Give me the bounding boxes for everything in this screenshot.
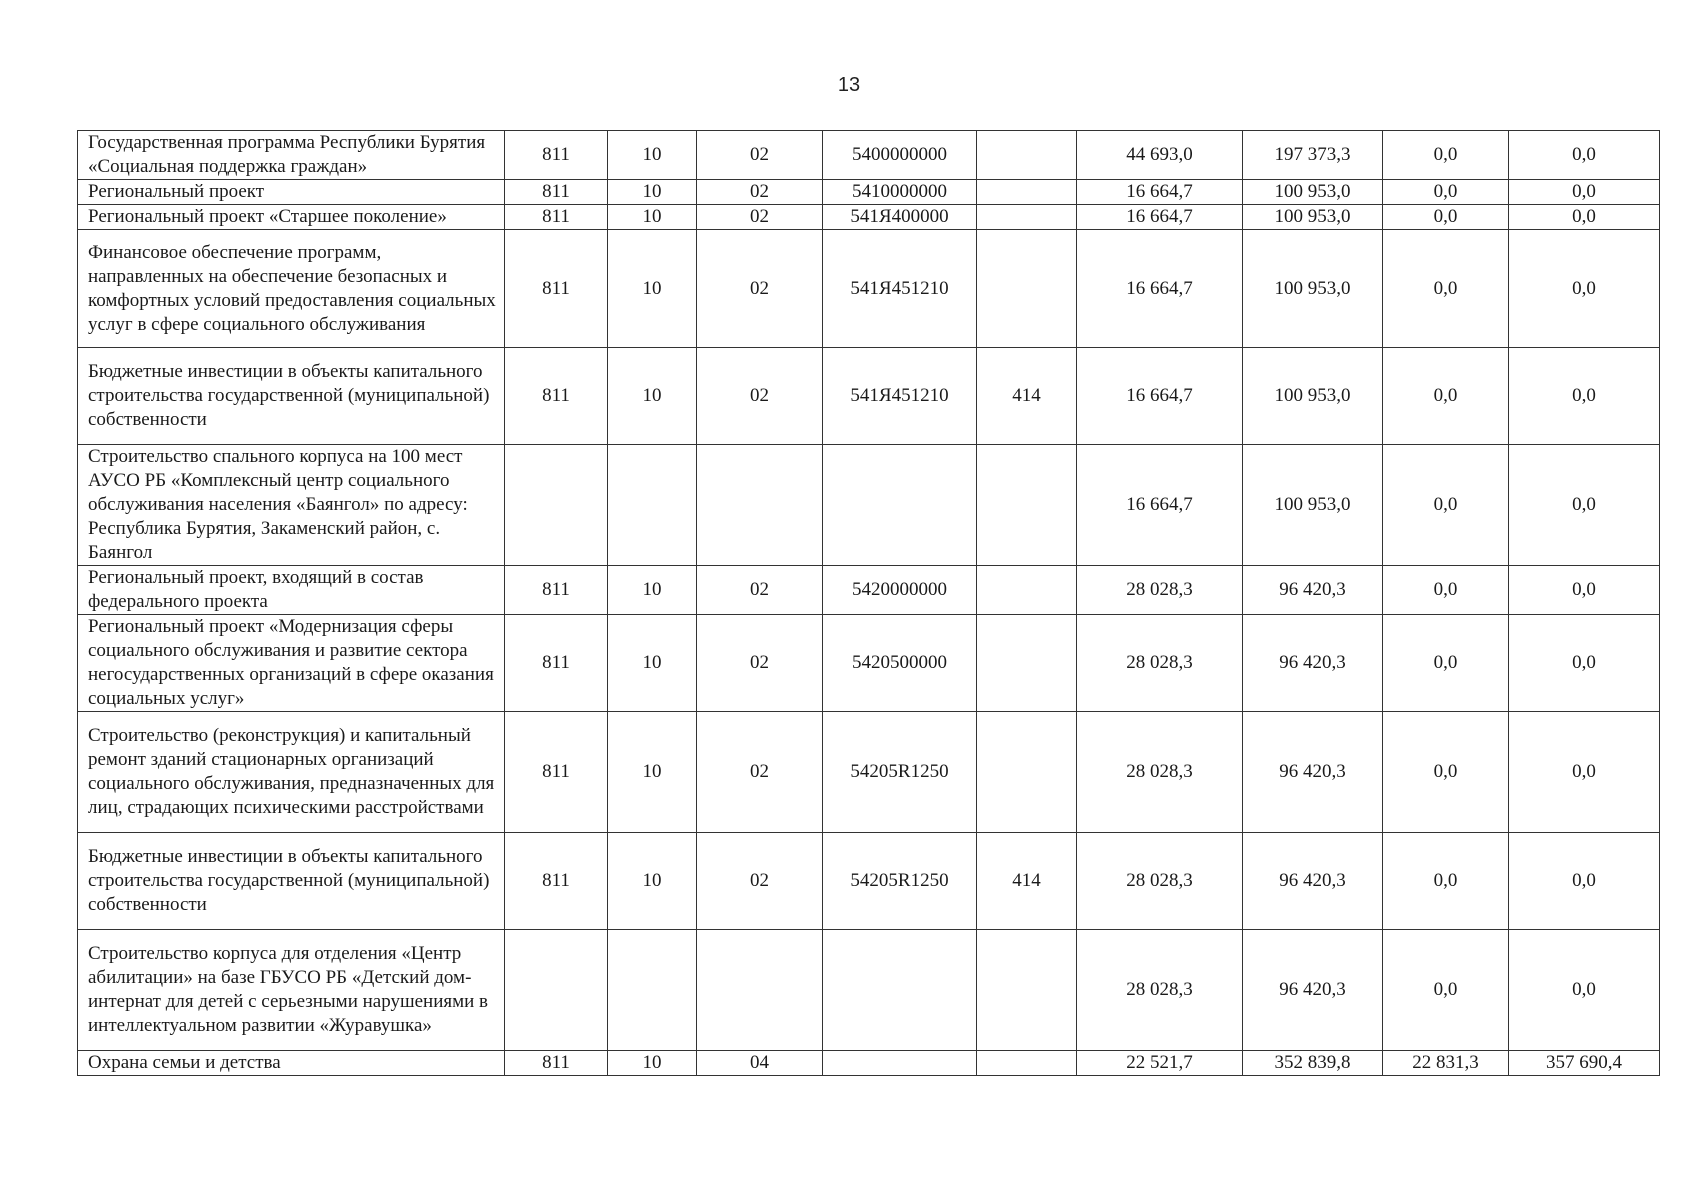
cell-amount-1: 16 664,7 (1077, 205, 1243, 230)
table-row (78, 205, 1660, 230)
cell-grbs-code: 811 (505, 230, 608, 348)
cell-name: Строительство корпуса для отделения «Центр абилитации» на базе ГБУСО РБ «Детский дом-интернат для детей с серьезными нарушениями в интеллектуальном развитии «Журавушка» (78, 930, 505, 1051)
cell-name: Региональный проект «Модернизация сферы социального обслуживания и развитие сектора негосударственных организаций в сфере оказания социальных услуг» (78, 615, 505, 712)
cell-subsection-code: 02 (697, 180, 823, 205)
cell-amount-2: 100 953,0 (1243, 180, 1383, 205)
cell-grbs-code: 811 (505, 833, 608, 930)
cell-name: Региональный проект (78, 180, 505, 205)
cell-name: Охрана семьи и детства (78, 1051, 505, 1076)
page-number: 13 (837, 74, 861, 96)
cell-amount-4: 0,0 (1509, 615, 1660, 712)
cell-section-code: 10 (608, 230, 697, 348)
cell-amount-2: 96 420,3 (1243, 566, 1383, 615)
cell-subsection-code: 02 (697, 230, 823, 348)
cell-target-article-code: 5420500000 (823, 615, 977, 712)
cell-amount-3: 0,0 (1383, 180, 1509, 205)
cell-amount-3: 22 831,3 (1383, 1051, 1509, 1076)
cell-amount-4: 0,0 (1509, 230, 1660, 348)
cell-amount-3: 0,0 (1383, 348, 1509, 445)
cell-amount-2: 100 953,0 (1243, 205, 1383, 230)
cell-amount-3: 0,0 (1383, 833, 1509, 930)
table-row (78, 180, 1660, 205)
cell-name: Бюджетные инвестиции в объекты капитального строительства государственной (муниципальной) собственности (78, 833, 505, 930)
cell-section-code (608, 930, 697, 1051)
cell-expense-type-code (977, 712, 1077, 833)
cell-section-code: 10 (608, 615, 697, 712)
cell-target-article-code: 5410000000 (823, 180, 977, 205)
cell-amount-1: 28 028,3 (1077, 615, 1243, 712)
cell-grbs-code: 811 (505, 1051, 608, 1076)
cell-target-article-code (823, 445, 977, 566)
cell-subsection-code: 04 (697, 1051, 823, 1076)
cell-section-code: 10 (608, 566, 697, 615)
cell-amount-4: 0,0 (1509, 348, 1660, 445)
cell-name: Государственная программа Республики Бурятия «Социальная поддержка граждан» (78, 131, 505, 180)
cell-grbs-code: 811 (505, 615, 608, 712)
cell-amount-3: 0,0 (1383, 566, 1509, 615)
cell-expense-type-code: 414 (977, 833, 1077, 930)
cell-expense-type-code (977, 930, 1077, 1051)
cell-subsection-code: 02 (697, 205, 823, 230)
cell-subsection-code: 02 (697, 615, 823, 712)
cell-expense-type-code (977, 566, 1077, 615)
cell-expense-type-code (977, 615, 1077, 712)
cell-amount-3: 0,0 (1383, 930, 1509, 1051)
cell-amount-3: 0,0 (1383, 205, 1509, 230)
cell-amount-3: 0,0 (1383, 131, 1509, 180)
cell-subsection-code (697, 445, 823, 566)
cell-grbs-code: 811 (505, 712, 608, 833)
cell-expense-type-code (977, 230, 1077, 348)
cell-amount-1: 16 664,7 (1077, 348, 1243, 445)
cell-section-code: 10 (608, 833, 697, 930)
cell-expense-type-code (977, 131, 1077, 180)
table-row (78, 230, 1660, 348)
cell-amount-3: 0,0 (1383, 712, 1509, 833)
cell-amount-4: 0,0 (1509, 445, 1660, 566)
cell-section-code: 10 (608, 180, 697, 205)
cell-expense-type-code: 414 (977, 348, 1077, 445)
cell-subsection-code: 02 (697, 348, 823, 445)
cell-target-article-code: 541Я451210 (823, 230, 977, 348)
cell-expense-type-code (977, 180, 1077, 205)
cell-amount-1: 16 664,7 (1077, 180, 1243, 205)
table-row (78, 615, 1660, 712)
cell-target-article-code: 5420000000 (823, 566, 977, 615)
cell-amount-2: 100 953,0 (1243, 230, 1383, 348)
cell-grbs-code: 811 (505, 131, 608, 180)
cell-subsection-code: 02 (697, 712, 823, 833)
cell-amount-1: 16 664,7 (1077, 445, 1243, 566)
budget-table-body (78, 131, 1660, 1076)
cell-amount-4: 0,0 (1509, 712, 1660, 833)
cell-target-article-code (823, 1051, 977, 1076)
cell-amount-4: 0,0 (1509, 131, 1660, 180)
cell-amount-3: 0,0 (1383, 445, 1509, 566)
cell-amount-2: 197 373,3 (1243, 131, 1383, 180)
cell-name: Строительство спального корпуса на 100 мест АУСО РБ «Комплексный центр социального обслуживания населения «Баянгол» по адресу: Республика Бурятия, Закаменский район, с. Баянгол (78, 445, 505, 566)
cell-section-code: 10 (608, 348, 697, 445)
cell-amount-1: 28 028,3 (1077, 712, 1243, 833)
cell-expense-type-code (977, 445, 1077, 566)
cell-grbs-code: 811 (505, 566, 608, 615)
cell-amount-3: 0,0 (1383, 230, 1509, 348)
cell-grbs-code (505, 930, 608, 1051)
cell-amount-4: 0,0 (1509, 833, 1660, 930)
cell-name: Региональный проект, входящий в состав федерального проекта (78, 566, 505, 615)
cell-target-article-code: 54205R1250 (823, 833, 977, 930)
cell-amount-2: 352 839,8 (1243, 1051, 1383, 1076)
cell-target-article-code: 541Я451210 (823, 348, 977, 445)
cell-target-article-code (823, 930, 977, 1051)
table-row (78, 348, 1660, 445)
table-row (78, 566, 1660, 615)
table-row (78, 445, 1660, 566)
cell-target-article-code: 541Я400000 (823, 205, 977, 230)
table-row (78, 833, 1660, 930)
cell-amount-1: 44 693,0 (1077, 131, 1243, 180)
cell-amount-2: 96 420,3 (1243, 615, 1383, 712)
cell-amount-2: 100 953,0 (1243, 445, 1383, 566)
cell-subsection-code: 02 (697, 566, 823, 615)
cell-amount-4: 0,0 (1509, 205, 1660, 230)
cell-grbs-code: 811 (505, 348, 608, 445)
cell-amount-3: 0,0 (1383, 615, 1509, 712)
cell-section-code: 10 (608, 712, 697, 833)
cell-amount-1: 22 521,7 (1077, 1051, 1243, 1076)
table-row (78, 712, 1660, 833)
cell-amount-1: 28 028,3 (1077, 833, 1243, 930)
cell-subsection-code (697, 930, 823, 1051)
cell-amount-1: 16 664,7 (1077, 230, 1243, 348)
cell-target-article-code: 54205R1250 (823, 712, 977, 833)
cell-name: Строительство (реконструкция) и капитальный ремонт зданий стационарных организаций социального обслуживания, предназначенных для лиц, страдающих психическими расстройствами (78, 712, 505, 833)
cell-amount-2: 96 420,3 (1243, 930, 1383, 1051)
cell-amount-4: 357 690,4 (1509, 1051, 1660, 1076)
budget-table (77, 130, 1660, 1076)
cell-amount-2: 100 953,0 (1243, 348, 1383, 445)
cell-amount-4: 0,0 (1509, 930, 1660, 1051)
cell-amount-2: 96 420,3 (1243, 712, 1383, 833)
cell-name: Региональный проект «Старшее поколение» (78, 205, 505, 230)
cell-amount-4: 0,0 (1509, 566, 1660, 615)
cell-amount-2: 96 420,3 (1243, 833, 1383, 930)
cell-target-article-code: 5400000000 (823, 131, 977, 180)
cell-grbs-code (505, 445, 608, 566)
cell-amount-1: 28 028,3 (1077, 930, 1243, 1051)
cell-section-code: 10 (608, 131, 697, 180)
cell-amount-4: 0,0 (1509, 180, 1660, 205)
cell-section-code: 10 (608, 1051, 697, 1076)
cell-subsection-code: 02 (697, 833, 823, 930)
cell-name: Финансовое обеспечение программ, направленных на обеспечение безопасных и комфортных условий предоставления социальных услуг в сфере социального обслуживания (78, 230, 505, 348)
table-row (78, 131, 1660, 180)
cell-name: Бюджетные инвестиции в объекты капитального строительства государственной (муниципальной) собственности (78, 348, 505, 445)
cell-expense-type-code (977, 1051, 1077, 1076)
table-row (78, 930, 1660, 1051)
cell-grbs-code: 811 (505, 180, 608, 205)
cell-subsection-code: 02 (697, 131, 823, 180)
cell-amount-1: 28 028,3 (1077, 566, 1243, 615)
cell-section-code (608, 445, 697, 566)
table-row (78, 1051, 1660, 1076)
cell-section-code: 10 (608, 205, 697, 230)
cell-expense-type-code (977, 205, 1077, 230)
cell-grbs-code: 811 (505, 205, 608, 230)
